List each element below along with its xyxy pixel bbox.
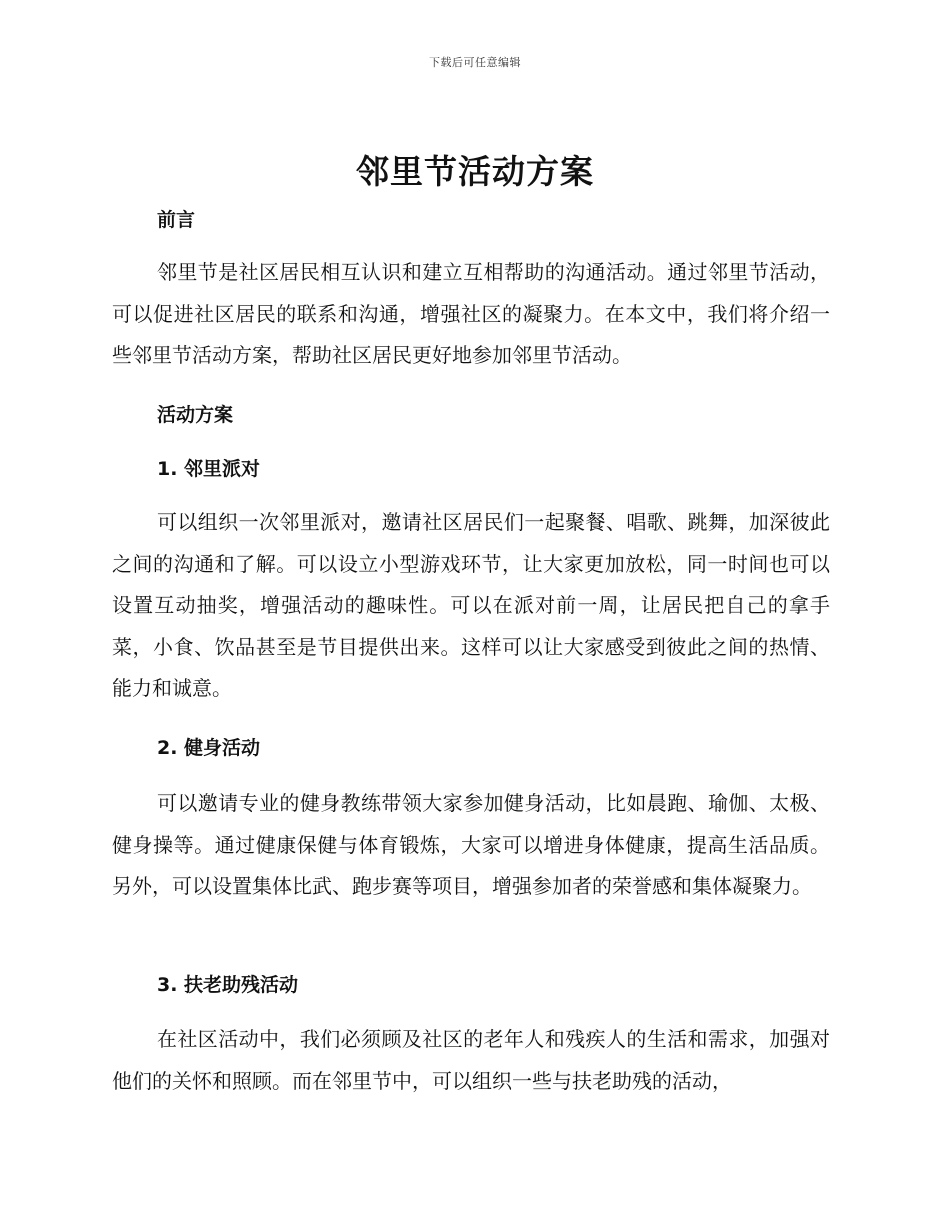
document-title: 邻里节活动方案 <box>356 152 594 191</box>
section-heading-fitness: 2. 健身活动 <box>157 737 261 759</box>
preface-heading: 前言 <box>157 209 196 231</box>
page-header-note: 下载后可任意编辑 <box>429 56 521 69</box>
section-heading-elderly-disabled: 3. 扶老助残活动 <box>157 974 299 996</box>
preface-paragraph: 邻里节是社区居民相互认识和建立互相帮助的沟通活动。通过邻里节活动，可以促进社区居民的联系和沟通，增强社区的凝聚力。在本文中，我们将介绍一些邻里节活动方案，帮助社区居民更好地参加邻里节活动。 <box>112 260 830 367</box>
section-paragraph-elderly-disabled: 在社区活动中，我们必须顾及社区的老年人和残疾人的生活和需求，加强对他们的关怀和照顾。而在邻里节中，可以组织一些与扶老助残的活动， <box>112 1027 830 1093</box>
section-paragraph-party: 可以组织一次邻里派对，邀请社区居民们一起聚餐、唱歌、跳舞，加深彼此之间的沟通和了解。可以设立小型游戏环节，让大家更加放松，同一时间也可以设置互动抽奖，增强活动的趣味性。可以在派对前一周，让居民把自己的拿手菜，小食、饮品甚至是节目提供出来。这样可以让大家感受到彼此之间的热情、能力和诚意。 <box>112 510 830 700</box>
section-paragraph-fitness: 可以邀请专业的健身教练带领大家参加健身活动，比如晨跑、瑜伽、太极、健身操等。通过健康保健与体育锻炼，大家可以增进身体健康，提高生活品质。另外，可以设置集体比武、跑步赛等项目，增强参加者的荣誉感和集体凝聚力。 <box>112 791 830 898</box>
plans-heading: 活动方案 <box>157 404 234 426</box>
section-heading-party: 1. 邻里派对 <box>157 458 261 480</box>
